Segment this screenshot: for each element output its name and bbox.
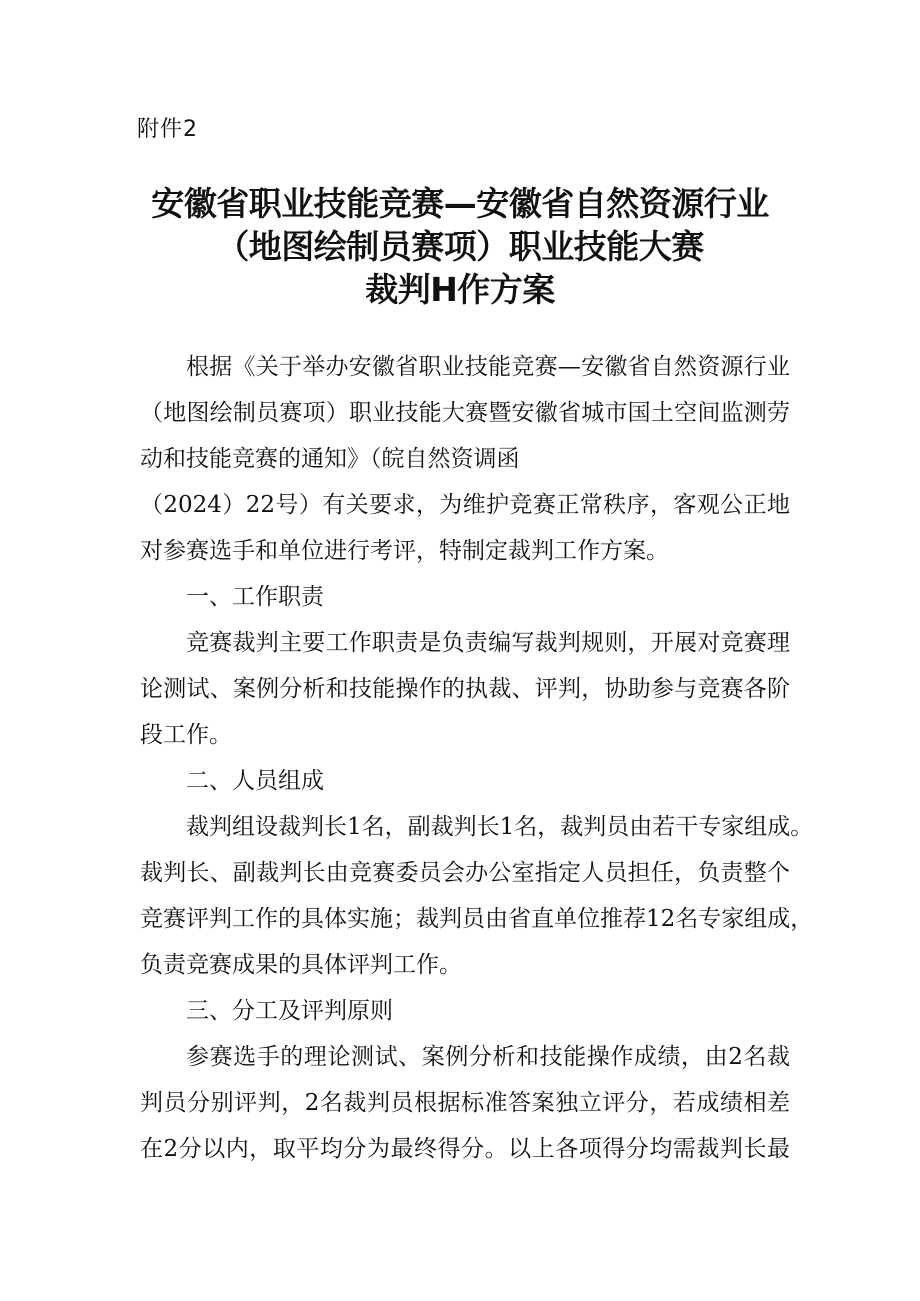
section-heading-duties: 一、工作职责: [186, 584, 324, 610]
section-heading-personnel: 二、人员组成: [186, 768, 324, 794]
attachment-label: 附件2: [137, 117, 198, 142]
section2-line-2: 裁判长、副裁判长由竞赛委员会办公室指定人员担任，负责整个: [140, 860, 790, 886]
intro-line-3: 动和技能竞赛的通知》（皖自然资调函: [140, 446, 520, 472]
document-title-line-3: 裁判H作方案: [365, 270, 555, 309]
section3-line-3: 在2分以内，取平均分为最终得分。以上各项得分均需裁判长最: [140, 1136, 790, 1162]
section2-line-1: 裁判组设裁判长1名，副裁判长1名，裁判员由若干专家组成。: [186, 814, 814, 840]
intro-line-1: 根据《关于举办安徽省职业技能竞赛—安徽省自然资源行业: [186, 354, 790, 380]
section-heading-principles: 三、分工及评判原则: [186, 998, 393, 1024]
intro-line-5: 对参赛选手和单位进行考评，特制定裁判工作方案。: [140, 538, 669, 564]
section3-line-1: 参赛选手的理论测试、案例分析和技能操作成绩，由2名裁: [186, 1044, 790, 1070]
section2-line-3: 竞赛评判工作的具体实施；裁判员由省直单位推荐12名专家组成，: [140, 906, 814, 932]
section1-line-3: 段工作。: [140, 722, 232, 748]
section2-line-4: 负责竞赛成果的具体评判工作。: [140, 952, 462, 978]
intro-line-2: （地图绘制员赛项）职业技能大赛暨安徽省城市国土空间监测劳: [140, 400, 790, 426]
section1-line-1: 竞赛裁判主要工作职责是负责编写裁判规则，开展对竞赛理: [186, 630, 790, 656]
document-title-line-2: （地图绘制员赛项）职业技能大赛: [216, 227, 704, 266]
document-title-line-1: 安徽省职业技能竞赛—安徽省自然资源行业: [151, 184, 769, 223]
intro-line-4: （2024）22号）有关要求，为维护竞赛正常秩序，客观公正地: [140, 492, 790, 518]
section1-line-2: 论测试、案例分析和技能操作的执裁、评判，协助参与竞赛各阶: [140, 676, 790, 702]
section3-line-2: 判员分别评判，2名裁判员根据标准答案独立评分，若成绩相差: [140, 1090, 790, 1116]
